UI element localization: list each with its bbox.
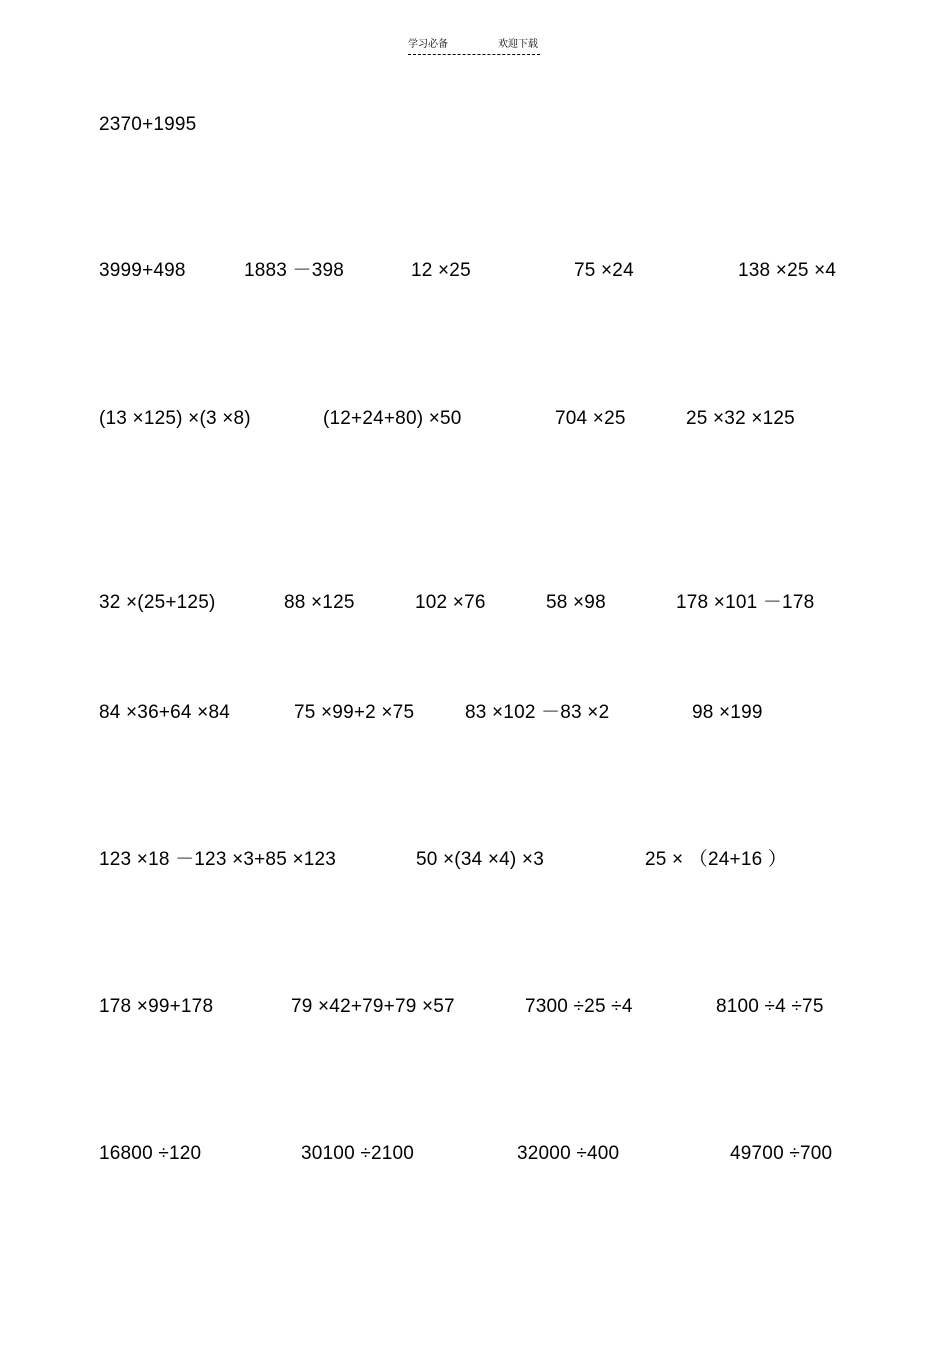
problem-r5-2: 75 ×99+2 ×75 <box>294 702 415 723</box>
header-right-text: 欢迎下载 <box>498 39 538 50</box>
problem-r8-1: 16800 ÷120 <box>99 1143 202 1164</box>
problem-r6-1: 123 ×18 －123 ×3+85 ×123 <box>99 849 337 870</box>
problem-r7-3: 7300 ÷25 ÷4 <box>525 996 633 1017</box>
problem-r2-5: 138 ×25 ×4 <box>738 260 837 281</box>
problem-r2-1: 3999+498 <box>99 260 186 281</box>
header-dashed-rule <box>408 54 540 55</box>
problem-r8-4: 49700 ÷700 <box>730 1143 833 1164</box>
problem-r5-3: 83 ×102 －83 ×2 <box>465 702 610 723</box>
problem-r5-4: 98 ×199 <box>692 702 763 723</box>
problem-r6-3: 25 × （24+16 ） <box>645 849 788 870</box>
problem-r2-3: 12 ×25 <box>411 260 471 281</box>
problem-r3-3: 704 ×25 <box>555 408 626 429</box>
problem-r8-2: 30100 ÷2100 <box>301 1143 415 1164</box>
problem-r4-2: 88 ×125 <box>284 592 355 613</box>
problem-r4-3: 102 ×76 <box>415 592 486 613</box>
problem-r8-3: 32000 ÷400 <box>517 1143 620 1164</box>
problem-r7-2: 79 ×42+79+79 ×57 <box>291 996 455 1017</box>
problem-r6-2: 50 ×(34 ×4) ×3 <box>416 849 544 870</box>
problem-r7-1: 178 ×99+178 <box>99 996 214 1017</box>
problem-r3-2: (12+24+80) ×50 <box>323 408 462 429</box>
problem-r4-5: 178 ×101 －178 <box>676 592 815 613</box>
problem-r5-1: 84 ×36+64 ×84 <box>99 702 230 723</box>
problem-r7-4: 8100 ÷4 ÷75 <box>716 996 824 1017</box>
problem-r2-2: 1883 －398 <box>244 260 345 281</box>
page-header <box>408 38 540 58</box>
problem-r1-1: 2370+1995 <box>99 114 197 135</box>
problem-r4-1: 32 ×(25+125) <box>99 592 216 613</box>
problem-r3-4: 25 ×32 ×125 <box>686 408 795 429</box>
header-left-text: 学习必备 <box>408 39 448 50</box>
problem-r3-1: (13 ×125) ×(3 ×8) <box>99 408 251 429</box>
problem-r4-4: 58 ×98 <box>546 592 606 613</box>
problem-r2-4: 75 ×24 <box>574 260 634 281</box>
